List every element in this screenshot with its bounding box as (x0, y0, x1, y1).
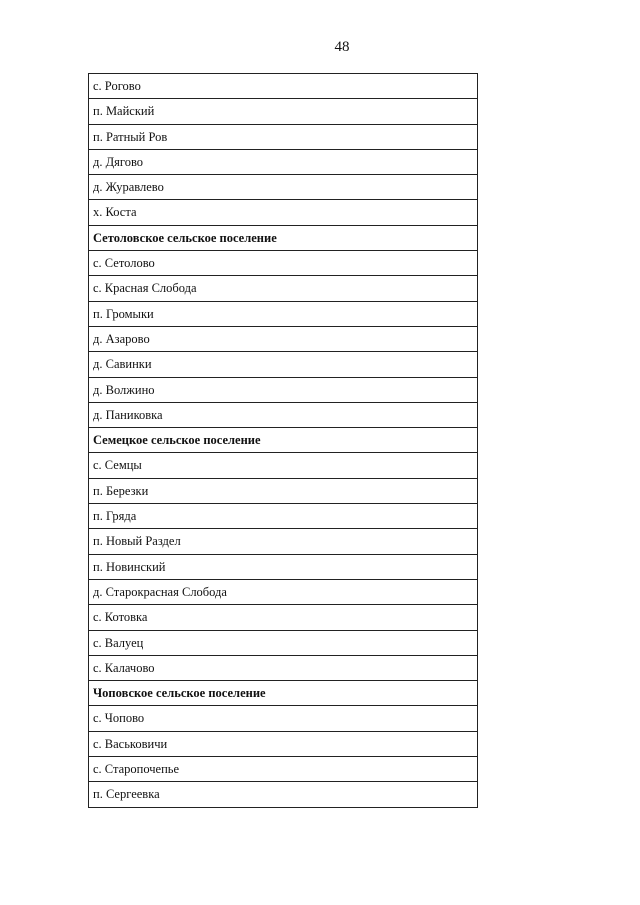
settlement-row: х. Коста (89, 200, 477, 225)
settlement-row: п. Новинский (89, 555, 477, 580)
settlement-row: с. Валуец (89, 631, 477, 656)
settlement-row: с. Сетолово (89, 251, 477, 276)
settlement-row: п. Гряда (89, 504, 477, 529)
settlement-row: с. Чопово (89, 706, 477, 731)
settlement-row: д. Савинки (89, 352, 477, 377)
settlement-row: п. Громыки (89, 302, 477, 327)
settlement-row: д. Паниковка (89, 403, 477, 428)
settlement-row: д. Волжино (89, 378, 477, 403)
settlement-group-heading: Сетоловское сельское поселение (89, 226, 477, 251)
settlement-row: с. Васьковичи (89, 732, 477, 757)
settlement-row: с. Старопочепье (89, 757, 477, 782)
settlement-row: п. Сергеевка (89, 782, 477, 807)
settlement-row: с. Рогово (89, 74, 477, 99)
settlement-row: д. Азарово (89, 327, 477, 352)
settlement-row: п. Майский (89, 99, 477, 124)
settlement-row: д. Дягово (89, 150, 477, 175)
settlement-row: д. Старокрасная Слобода (89, 580, 477, 605)
settlement-row: п. Новый Раздел (89, 529, 477, 554)
settlement-row: д. Журавлево (89, 175, 477, 200)
settlement-group-heading: Семецкое сельское поселение (89, 428, 477, 453)
settlement-group-heading: Чоповское сельское поселение (89, 681, 477, 706)
settlement-row: п. Ратный Ров (89, 125, 477, 150)
settlement-table (88, 73, 478, 808)
settlement-row: с. Красная Слобода (89, 276, 477, 301)
settlement-row: с. Калачово (89, 656, 477, 681)
page-number: 48 (334, 39, 350, 55)
settlement-row: с. Семцы (89, 453, 477, 478)
settlement-row: с. Котовка (89, 605, 477, 630)
settlement-row: п. Березки (89, 479, 477, 504)
